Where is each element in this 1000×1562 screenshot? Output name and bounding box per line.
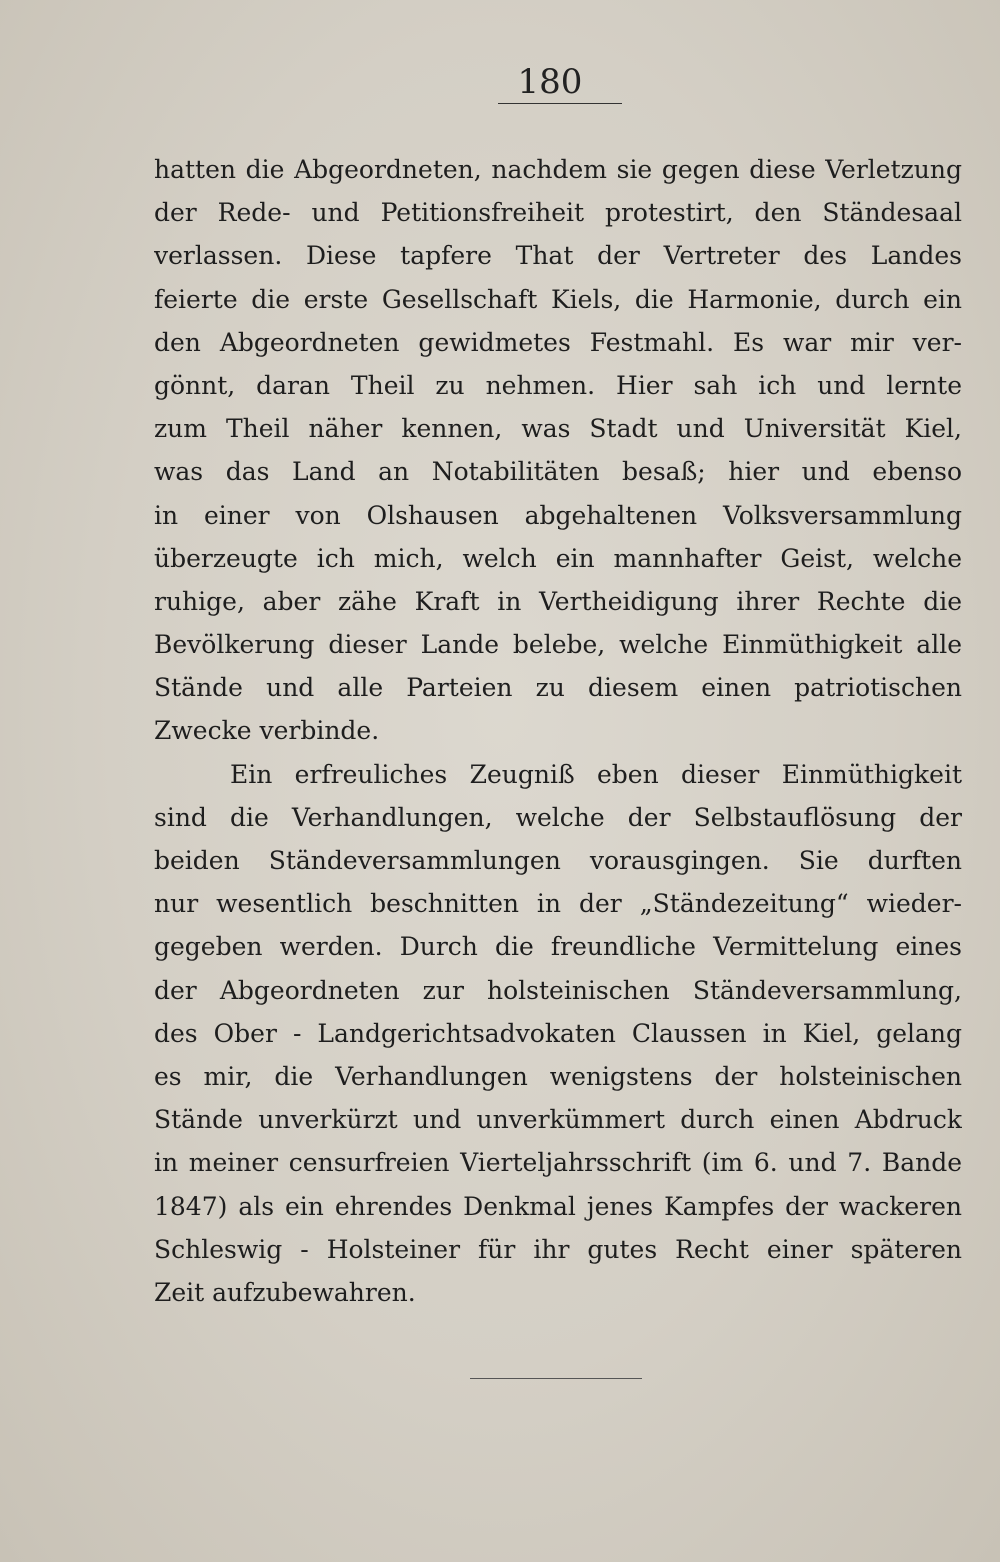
text-line: hatten die Abgeordneten, nachdem sie gegen diese Verletzung (154, 155, 962, 184)
text-line: nur wesentlich beschnitten in der „Ständezeitung“ wieder- (154, 889, 962, 919)
text-line: den Abgeordneten gewidmetes Festmahl. Es war mir ver- (154, 327, 962, 357)
text-line: der Abgeordneten zur holsteinischen Ständeversammlung, (154, 975, 962, 1005)
text-line: Ein erfreuliches Zeugniß eben dieser Einmüthigkeit (230, 759, 962, 789)
text-line: Zwecke verbinde. (154, 716, 380, 746)
header-rule (498, 103, 622, 104)
body-text (154, 148, 962, 1314)
text-line: beiden Ständeversammlungen vorausgingen. Sie durften (154, 846, 962, 875)
text-line: überzeugte ich mich, welch ein mannhafter Geist, welche (154, 543, 962, 573)
footer-rule (470, 1378, 642, 1379)
text-line: in einer von Olshausen abgehaltenen Volksversammlung (154, 500, 962, 530)
text-line: des Ober - Landgerichtsadvokaten Claussen in Kiel, gelang (154, 1018, 962, 1048)
text-line: Bevölkerung dieser Lande belebe, welche Einmüthigkeit alle (154, 630, 962, 660)
text-line: Schleswig - Holsteiner für ihr gutes Recht einer späteren (154, 1234, 962, 1264)
text-line: verlassen. Diese tapfere That der Vertreter des Landes (154, 241, 962, 271)
page-number: 180 (517, 62, 583, 102)
paragraph (154, 148, 962, 753)
text-line: Zeit aufzubewahren. (154, 1277, 416, 1307)
text-line: ruhige, aber zähe Kraft in Vertheidigung ihrer Rechte die (154, 586, 962, 616)
paragraph (154, 753, 962, 1314)
text-line: zum Theil näher kennen, was Stadt und Universität Kiel, (154, 414, 962, 444)
text-line: der Rede- und Petitionsfreiheit protestirt, den Ständesaal (154, 198, 962, 228)
text-line: gönnt, daran Theil zu nehmen. Hier sah ich und lernte (154, 370, 962, 400)
text-line: 1847) als ein ehrendes Denkmal jenes Kampfes der wackeren (154, 1191, 962, 1221)
text-line: Stände unverkürzt und unverkümmert durch einen Abdruck (154, 1105, 962, 1135)
text-line: es mir, die Verhandlungen wenigstens der holsteinischen (154, 1061, 962, 1091)
text-line: was das Land an Notabilitäten besaß; hier und ebenso (154, 457, 962, 487)
text-line: Stände und alle Parteien zu diesem einen patriotischen (154, 673, 962, 703)
text-line: sind die Verhandlungen, welche der Selbstauflösung der (154, 802, 962, 832)
text-line: in meiner censurfreien Vierteljahrsschrift (im 6. und 7. Bande (154, 1148, 962, 1178)
text-line: gegeben werden. Durch die freundliche Vermittelung eines (154, 932, 962, 962)
text-line: feierte die erste Gesellschaft Kiels, die Harmonie, durch ein (154, 284, 962, 314)
